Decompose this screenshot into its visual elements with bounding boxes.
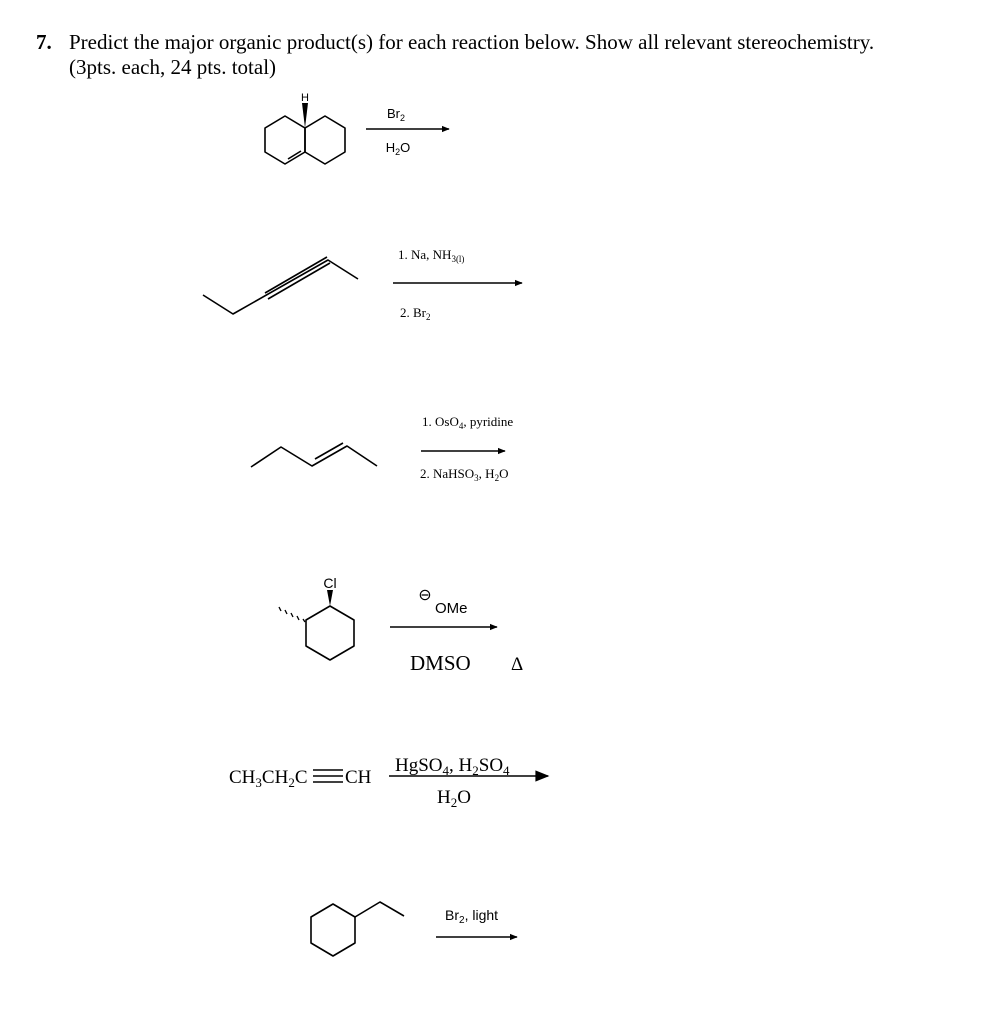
wedge-bond — [302, 103, 308, 128]
reaction-5 — [229, 755, 548, 810]
reagent-4-below: DMSO — [410, 651, 471, 675]
reaction-4 — [279, 575, 523, 675]
question-instructions: Predict the major organic product(s) for each reaction below. Show all relevant stereochemistry. — [69, 30, 875, 54]
wedge-bond — [327, 590, 333, 606]
reagent-6-above: $Br_2$, light — [445, 907, 499, 926]
substrate-formula-end: CH — [345, 767, 372, 788]
question-number: 7. — [36, 30, 52, 54]
substrate-formula: $CH_3CH_2C$ — [229, 767, 308, 790]
reagent-1-above: $Br_2$ — [386, 106, 406, 123]
reagent-4-above: OMe — [435, 600, 468, 617]
reaction-1 — [265, 92, 449, 164]
alkyne-structure — [203, 257, 358, 314]
reagent-5-above: HgSO$_4$, $H_2SO_4$ — [395, 755, 510, 778]
cyclohexane-ring — [306, 606, 354, 660]
negative-charge-icon: ⊖ — [418, 587, 432, 604]
chlorine-label: Cl — [323, 575, 337, 591]
reagent-2-below: 2. $Br_2$ — [400, 305, 431, 322]
reaction-3 — [251, 414, 513, 483]
question-points: (3pts. each, 24 pts. total) — [69, 55, 277, 79]
heat-symbol: Δ — [511, 654, 524, 675]
reaction-6 — [311, 902, 517, 956]
reagent-5-below: $H_2O$ — [437, 787, 471, 810]
ethylcyclohexane-structure — [311, 902, 404, 956]
reagent-1-below: $H_2O$ — [385, 140, 411, 157]
reagent-3-above: 1. OsO$_4$, pyridine — [422, 414, 514, 431]
hashed-bond — [279, 607, 305, 622]
alkene-structure — [251, 443, 377, 467]
reagent-3-below: 2. NaHSO$_3$, $H_2O$ — [420, 466, 509, 483]
reaction-2 — [203, 247, 522, 322]
triple-bond — [313, 770, 343, 782]
hydrogen-label: H — [301, 92, 309, 104]
reagent-2-above: 1. Na, $NH_{3(l)}$ — [398, 247, 465, 264]
